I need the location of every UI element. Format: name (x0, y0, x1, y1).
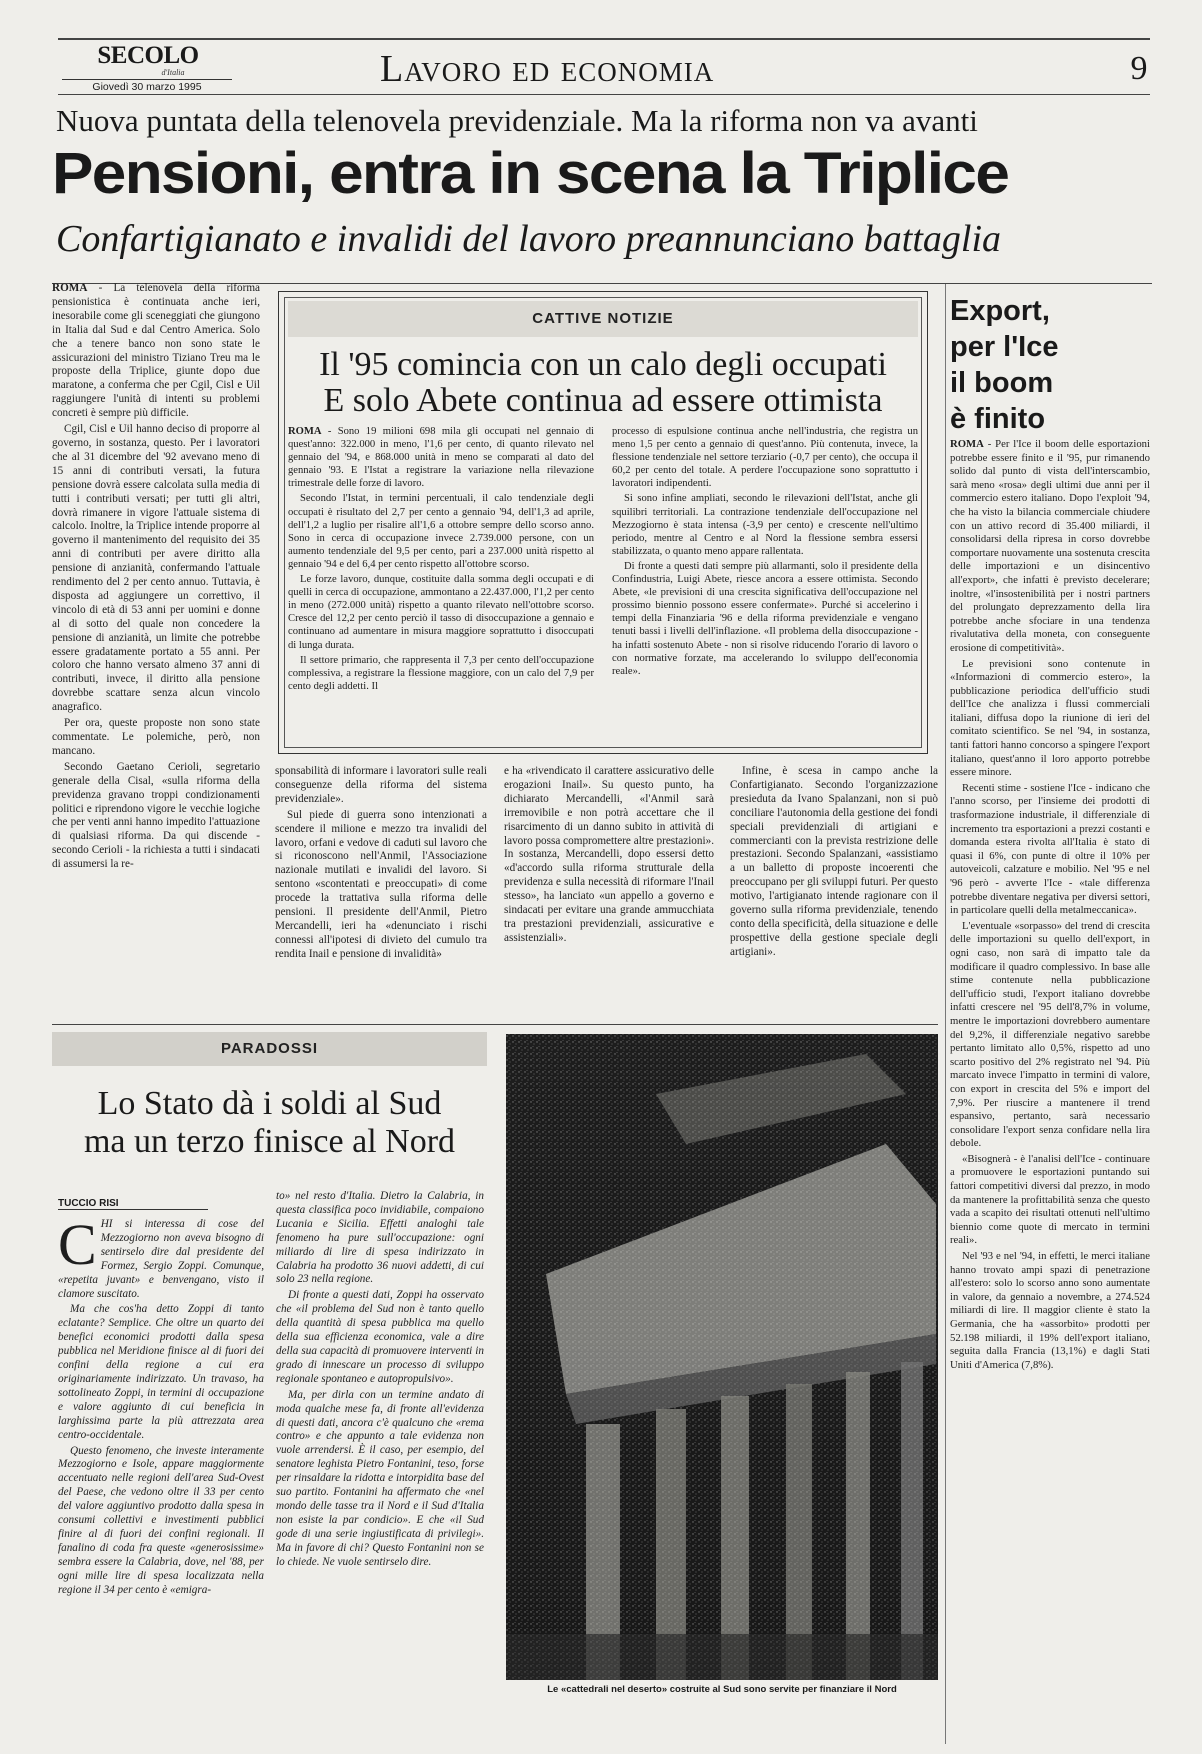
lead-column-2 (275, 765, 487, 1015)
side-headline-line-4: è finito (950, 403, 1046, 435)
lead-overline: Nuova puntata della telenovela previdenziale. Ma la riforma non va avanti (56, 103, 978, 138)
lead-col2-p1: sponsabilità di informare i lavoratori sulle reali conseguenze della riforma del sistema previdenziale». (275, 765, 487, 805)
paradox-column-1 (58, 1218, 264, 1743)
news-box-col1-p1: - Sono 19 milioni 698 mila gli occupati nel gennaio di quest'anno: 322.000 in meno, l'1,6 per cento, di quanto rilevato nel gennaio del '94, e 868.000 unità in meno se comparati al dato del gennaio '93. E l'Istat a registrare la variazione nella rilevazione trimestrale delle forze di lavoro. (288, 426, 594, 490)
lead-col2-p2: Sul piede di guerra sono intenzionati a scendere il milione e mezzo tra invalidi del lavoro, orfani e vedove di caduti sul lavoro che si riconoscono nell'Anmil, l'Associazione nazionale mutilati e invalidi del lavoro. Si sentono «scontentati e preoccupati» di come procede la trattativa sulla riforma delle pensioni. Il presidente dell'Anmil, Pietro Mercandelli, ieri ha «denunciato i rischi connessi all'ipotesi di divieto del cumulo tra rendita Inail e pensione di invalidità» (275, 808, 487, 960)
paradox-headline-2: ma un terzo finisce al Nord (83, 1123, 456, 1160)
photo-illustration (506, 1034, 938, 1680)
lead-col1-p3: Per ora, queste proposte non sono state commentate. Le polemiche, però, non mancano. (52, 717, 260, 757)
side-headline-line-3: il boom (950, 367, 1054, 399)
side-p5: «Bisognerà - è l'analisi dell'Ice - continuare a promuovere le esportazioni puntando sui fattori competitivi diversi dal prezzo, in modo da mantenere la profittabilità senza che questo vada a scapito dei risultati ottenuti nell'ultimo biennio come quote di mercato in termini reali». (950, 1152, 1150, 1247)
news-box-col1-p2: Secondo l'Istat, in termini percentuali, il calo tendenziale degli occupati è risultato del 2,7 per cento a gennaio '94, dell'1,3 ad aprile, dell'1,2 a luglio per risalire all'1,6 a ottobre sempre dello scorso anno. Sono in cerca di occupazione invece 2.739.000 persone, con un aumento tendenziale del 9,5 per cento, pari a 237.000 unità rispetto al gennaio '94 e del 6,4 per cento rispetto all'ottobre scorso. (288, 493, 594, 570)
lead-dateline: ROMA (52, 282, 88, 294)
lead-col4-p1: Infine, è scesa in campo anche la Confartigianato. Secondo l'organizzazione presieduta da Ivano Spalanzani, non si può conciliare l'autonomia della gestione dei fondi speciali previdenziali di artigiani e commercianti con la prevista restrizione delle prestazioni. Secondo Spalanzani, «assistiamo a un balletto di proposte incoerenti che preoccupano per gli sviluppi futuri. Per questo motivo, l'artigianato intende ragionare con il governo sulla riforma previdenziale, tenendo conto della specificità, della situazione e delle prospettive della gestione speciale degli artigiani». (730, 765, 938, 958)
page-number: 9 (1130, 50, 1148, 87)
paradox-col1-p2: Ma che cos'ha detto Zoppi di tanto eclatante? Semplice. Che oltre un quarto dei benefici economici prodotti dalla spesa pubblica nel Meridione finisce al di fuori dei confini della regione a cui era originariamente indirizzato. Un travaso, ha sottolineato Zoppi, in termini di occupazione e valore aggiunto di cui beneficia in larghissima parte la più attrezzata area centro-occidentale. (58, 1303, 264, 1441)
masthead-logo: SECOLO (97, 42, 199, 69)
news-box-headline-2: E solo Abete continua ad essere ottimista (323, 382, 883, 419)
side-p1: - Per l'Ice il boom delle esportazioni potrebbe essere finito e il '95, pur rimanendo solido dal punto di vista dell'interscambio, sarà meno «rosa» degli ultimi due anni per il commercio estero italiano. Dopo l'exploit '94, che ha visto la bilancia commerciale chiudere con un attivo record di 35.400 miliardi, il consolidarsi della ripresa in corso dovrebbe comportare nuovamente una sostenuta crescita delle importazioni e un disincentivo all'export», che infatti è previsto decelerare; inoltre, «l'insostenibilità per i nostri partners del prolungato deprezzamento della lira potrebbe anche sfociare in una tendenza rivalutativa della moneta, con conseguente erosione di competitività». (950, 438, 1150, 654)
paradox-col2-p3: Ma, per dirla con un termine andato di moda qualche mese fa, di fronte all'evidenza di questi dati, ancora c'è qualcuno che «rema contro» e che appunto a tale evidenza non vuole arrendersi. È il caso, per esempio, del senatore leghista Pietro Fontanini, teso, forse per rinsaldare la ridotta e intorpidita base del suo partito. Fontanini ha affermato che «nel mondo delle tasse tra il Nord e il Sud d'Italia non esiste la par condicio». E che «il Sud gode di una serie ingiustificata di privilegi». Ma in favore di chi? Questo Fontanini non se lo chiede. Ne vuole sentirselo dire. (276, 1388, 484, 1568)
masthead-date: Giovedì 30 marzo 1995 (62, 79, 232, 95)
lead-column-1 (52, 282, 260, 1012)
paradox-column-2 (276, 1190, 484, 1743)
side-headline (950, 293, 1150, 437)
photo-caption: Le «cattedrali nel deserto» costruite al Sud sono servite per finanziare il Nord (547, 1684, 897, 1695)
side-rule (945, 284, 946, 1744)
paradox-dropcap: C (58, 1218, 97, 1277)
news-box-col2-p1: processo di espulsione continua anche nell'industria, che registra un meno 1,5 per cento a gennaio di quest'anno. Più contenuta, invece, la flessione tendenziale nel settore terziario (-0,7 per cento), che occupa il 60,2 per cento del totale. A perdere l'occupazione sono soprattutto i lavoratori indipendenti. (612, 426, 918, 490)
lead-headline: Pensioni, entra in scena la Triplice (52, 141, 1009, 206)
side-p3: Recenti stime - sostiene l'Ice - indicano che l'anno scorso, per l'insieme dei prodotti di trasformazione industriale, il differenziale di incremento tra esportazioni a prezzi costanti e domanda estera rivolta all'Italia è stato di quasi il 6%, con punte di oltre il 10% per autoveicoli, calzature e mobilio. Nel '95 e nel '96 però - avverte l'Ice - «tale differenza potrebbe diventare negativa per diversi settori, in particolare quelli della metalmeccanica». (950, 781, 1150, 917)
news-box-headline-1: Il '95 comincia con un calo degli occupati (319, 346, 887, 383)
lead-col3-p1: e ha «rivendicato il carattere assicurativo delle erogazioni Inail». Su questo punto, ha dichiarato Mercandelli, «l'Anmil sarà irremovibile e non potrà accettare che il risarcimento di un danno subito in attività di lavoro possa compromettere altre prestazioni». In sostanza, Mercandelli, dopo essersi detto «d'accordo sulla riforma strutturale della previdenza e sulla necessità di riformare l'Inail stesso», ha lanciato «un appello a governo e sindacati per evitare una grande ammucchiata tra prestazioni previdenziali, assicurative e assistenziali». (504, 765, 714, 944)
news-box-column-1 (288, 425, 594, 748)
side-p6: Nel '93 e nel '94, in effetti, le merci italiane hanno trovato ampi spazi di penetrazione all'estero: solo lo scorso anno sono aumentate in valore, da gennaio a novembre, a 274.524 miliardi di lire. Il maggior cliente è stato la Germania, che ha «assorbito» prodotti per 52.198 miliardi, il 19% dell'export italiano, seguita dalla Francia (13,1%) e dagli Stati Uniti d'America (7,8%). (950, 1250, 1150, 1371)
news-box-col1-p3: Le forze lavoro, dunque, costituite dalla somma degli occupati e di quelli in cerca di occupazione, ammontano a 22.437.000, l'1,2 per cento in meno (272.000 unità) rispetto a quanto rilevato nell'ottobre scorso. Cresce del 12,2 per cento perciò il tasso di disoccupazione a gennaio e continuano ad aumentare in misura maggiore soprattutto i disoccupati di lunga durata. (288, 574, 594, 651)
side-headline-line-2: per l'Ice (950, 331, 1059, 363)
paradox-col2-p1: to» nel resto d'Italia. Dietro la Calabria, in questa classifica poco invidiabile, compaiono Lucania e Sicilia. Effetti analoghi tale fenomeno ha pure sull'occupazione: ogni miliardo di lire di spesa indirizzato in Calabria ha prodotto 36 nuovi addetti, di cui solo 23 nella regione. (276, 1190, 484, 1286)
photo-cattedrali (506, 1034, 938, 1680)
masthead-logo-sub: d'Italia (161, 68, 185, 77)
lead-col1-p2: Cgil, Cisl e Uil hanno deciso di proporre al governo, in sostanza, questo. Per i lavoratori che al 31 dicembre del '92 avevano meno di 15 anni di contributi versati, la futura pensione dovrà essere calcolata sulla media di tutti i contributi versati; per tutti gli altri, dovrà rimanere in vigore l'attuale sistema di calcolo. Inoltre, la Triplice intende proporre al governo il mantenimento del requisito dei 35 anni di contributi per avere diritto alla pensione di anzianità, confermando l'attuale rendimento del 2 per cento annuo. Tuttavia, è disposta ad aggiungere un correttivo, il vincolo di età di 53 anni per uomini e donne al di sotto del quale non concedere la pensione di anzianità, un limite che potrebbe essere gradatamente portato a 55 anni. Per coloro che hanno versato almeno 37 anni di contributi, invece, il diritto alla pensione dovrebbe scattare senza alcun vincolo anagrafico. (52, 423, 260, 714)
paradox-byline: TUCCIO RISI (58, 1198, 208, 1210)
lead-subheadline: Confartigianato e invalidi del lavoro preannunciano battaglia (56, 218, 1002, 260)
masthead-rule (58, 94, 1150, 95)
paradox-col1-p3: Questo fenomeno, che investe interamente Mezzogiorno e Isole, appare maggiormente accentuato nelle regioni dell'area Sud-Ovest del Paese, che vedono oltre il 33 per cento del valore aggiuntivo prodotto dalla spesa in consumi collettivi e investimenti pubblici finire al di fuori dei confini regionali. Il fanalino di coda fra queste «generosissime» sembra essere la Calabria, dove, nel '88, per ogni mille lire di spesa localizzata nella regione il 34 per cento è «emigra- (58, 1444, 264, 1596)
lead-column-3 (504, 765, 714, 1015)
paradox-headline-1: Lo Stato dà i soldi al Sud (97, 1085, 442, 1122)
paradox-col2-p2: Di fronte a questi dati, Zoppi ha osservato che «il problema del Sud non è tanto quello della quantità di spesa pubblica ma quello della sua efficienza economica, vale a dire della sua capacità di promuovere interventi in grado di innescare un processo di sviluppo regionale spontaneo e autopropulsivo». (276, 1289, 484, 1385)
news-box-col2-p3: Di fronte a questi dati sempre più allarmanti, solo il presidente della Confindustria, Luigi Abete, riesce ancora a essere ottimista. Secondo Abete, «le previsioni di una crescita significativa dell'occupazione nel prossimo biennio possono essere confermate». Purché si accelerino i tempi della Finanziaria '96 e della riforma previdenziale e vengano tenuti bassi i livelli dell'inflazione. «Il problema della disoccupazione - ha infatti sostenuto Abete - non si risolve riducendo l'orario di lavoro o con normative forzate, ma accelerando lo sviluppo dell'economia reale». (612, 560, 918, 677)
lead-column-4 (730, 765, 938, 1015)
paradox-col1-p1: HI si interessa di cose del Mezzogiorno non aveva bisogno di sentirselo dire dal presidente del Formez, Sergio Zoppi. Comunque, «repetita juvant» e benvengano, visto il clamore suscitato. (58, 1218, 264, 1300)
paradox-kicker: PARADOSSI (52, 1032, 487, 1066)
news-box-kicker: CATTIVE NOTIZIE (288, 301, 918, 337)
news-box-col2-p2: Si sono infine ampliati, secondo le rilevazioni dell'Istat, anche gli squilibri territoriali. La contrazione tendenziale dell'occupazione nel Mezzogiorno è stata intensa (-3,9 per cento) e crescente nell'ultimo periodo, mentre al Centro e al Nord la flessione sembra essersi stabilizzata, o quanto meno appare rallentata. (612, 493, 918, 557)
section-title: Lavoro ed economia (380, 48, 715, 90)
side-dateline: ROMA (950, 438, 984, 450)
news-box-col1-p4: Il settore primario, che rappresenta il 7,3 per cento dell'occupazione complessiva, a registrare la flessione maggiore, con un calo del 7,9 per cento degli addetti. Il (288, 654, 594, 692)
paradox-rule (52, 1024, 938, 1025)
side-p2: Le previsioni sono contenute in «Informazioni di commercio estero», la pubblicazione periodica dell'ufficio studi dell'Ice che analizza i flussi commerciali italiani, diffusa dopo la riunione di ieri del comitato scientifico. Se nel '94, in sostanza, tanti fattori hanno concorso a spingere l'export italiano, quest'anno il loro apporto potrebbe essere minore. (950, 657, 1150, 779)
news-box-dateline: ROMA (288, 426, 322, 437)
top-rule (58, 38, 1150, 40)
news-box-column-2 (612, 425, 918, 748)
side-headline-line-1: Export, (950, 295, 1050, 327)
side-column (950, 438, 1150, 1743)
lead-col1-p4: Secondo Gaetano Cerioli, segretario generale della Cisal, «sulla riforma della previdenza gravano troppi condizionamenti politici e riprendono vigore le vecchie logiche che per venti anni hanno impedito l'attuazione di qualsiasi riforma. Da qui discende - secondo Cerioli - la richiesta a tutti i sindacati di assumersi la re- (52, 760, 260, 871)
side-p4: L'eventuale «sorpasso» del trend di crescita delle importazioni su quello dell'export, in ogni caso, non sarà di impatto tale da modificare il quadro complessivo. In base alle stime contenute nella pubblicazione dell'ufficio studi, l'export italiano dovrebbe infatti crescere nel '95 dell'8,7% in volume, mentre le importazioni dovrebbero aumentare del 9,2%, il differenziale negativo sarebbe pertanto limitato allo 0,5%, rispetto ad uno scarto positivo del 2% registrato nel '94. Più marcato invece l'impatto in termini di valore, con export in crescita del 5% e import del 7,9%. Per riuscire a mantenere il trend espansivo, pertanto, sarà necessario consolidare l'export senza confidare nella lira debole. (950, 919, 1150, 1150)
lead-col1-p1: - La telenovela della riforma pensionistica è continuata anche ieri, inesorabile come gli sceneggiati che giungono in Italia dal Sud e dal Centro America. Solo che a tenere banco non sono state le assicurazioni del ministro Tiziano Treu ma le proposte della Triplice, giunte dopo due maratone, a conferma che per Cgil, Cisl e Uil raggiungere l'unità di intenti su problemi concreti è sempre più difficile. (52, 282, 260, 420)
